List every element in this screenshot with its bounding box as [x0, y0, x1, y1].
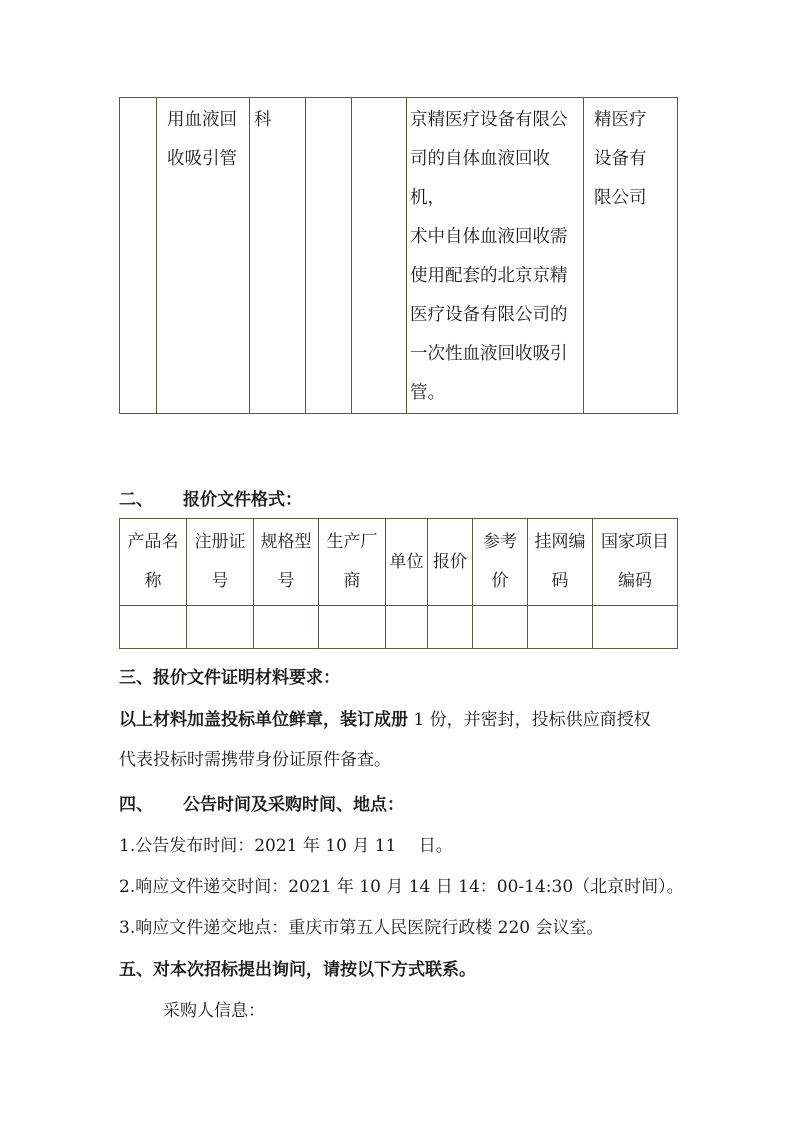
section-2-heading — [119, 485, 302, 510]
schedule-item: 2.响应文件递交时间：2021 年 10 月 14 日 14：00-14:30（北京时间）。 — [119, 877, 684, 897]
section-3-paragraph-line-2: 代表投标时需携带身份证原件备查。 — [119, 750, 391, 770]
header-price: 报价 — [428, 519, 473, 606]
section-title: 公告时间及采购时间、地点： — [183, 795, 404, 815]
buyer-info-label: 采购人信息： — [163, 1001, 265, 1021]
header-listing-code: 挂网编 码 — [528, 519, 593, 606]
cell-text: 科 — [254, 110, 272, 130]
section-5-heading: 五、对本次招标提出询问，请按以下方式联系。 — [119, 960, 476, 980]
header-registration-no: 注册证 号 — [187, 519, 254, 606]
table-cell-empty — [352, 98, 407, 414]
cell-text: 一次性血液回收吸引 — [410, 344, 568, 364]
cell-text: 术中自体血液回收需 — [410, 227, 568, 247]
table-row — [120, 606, 678, 649]
cell-text: 收吸引管 — [167, 149, 237, 169]
cell-text: 医疗设备有限公司的 — [410, 305, 568, 325]
section-title: 报价文件格式： — [183, 490, 302, 510]
section-3-heading: 三、报价文件证明材料要求： — [119, 668, 340, 688]
section-3-paragraph-line-1 — [119, 705, 651, 730]
header-manufacturer: 生产厂 商 — [319, 519, 386, 606]
table-cell-department — [250, 98, 306, 414]
cell-text: 用血液回 — [167, 110, 237, 130]
plain-text: 1 份，并密封，投标供应商授权 — [408, 710, 651, 730]
cell-text: 限公司 — [594, 188, 647, 208]
section-number: 二、 — [119, 490, 153, 510]
cell-text: 京精医疗设备有限公 — [410, 110, 568, 130]
quotation-format-table — [119, 518, 678, 649]
cell-text: 使用配套的北京京精 — [410, 266, 568, 286]
schedule-item: 3.响应文件递交地点：重庆市第五人民医院行政楼 220 会议室。 — [119, 918, 604, 938]
table-cell-product-name — [157, 98, 250, 414]
header-reference-price: 参考 价 — [473, 519, 528, 606]
table-cell-manufacturer — [584, 98, 678, 414]
table-cell-description — [407, 98, 584, 414]
cell-text: 管。 — [410, 383, 445, 403]
header-unit: 单位 — [386, 519, 428, 606]
header-spec-model: 规格型 号 — [254, 519, 319, 606]
equipment-table-continuation — [119, 97, 678, 414]
cell-text: 司的自体血液回收机， — [410, 149, 550, 208]
cell-text: 精医疗 — [594, 110, 647, 130]
cell-text: 设备有 — [594, 149, 647, 169]
bold-text: 以上材料加盖投标单位鲜章，装订成册 — [119, 710, 408, 730]
schedule-item: 1.公告发布时间：2021 年 10 月 11 日。 — [119, 836, 453, 856]
section-4-heading — [119, 790, 404, 815]
table-cell-index — [120, 98, 157, 414]
header-national-item-code: 国家项目 编码 — [593, 519, 678, 606]
section-number: 四、 — [119, 795, 153, 815]
header-product-name: 产品名 称 — [120, 519, 187, 606]
table-cell-empty — [306, 98, 352, 414]
